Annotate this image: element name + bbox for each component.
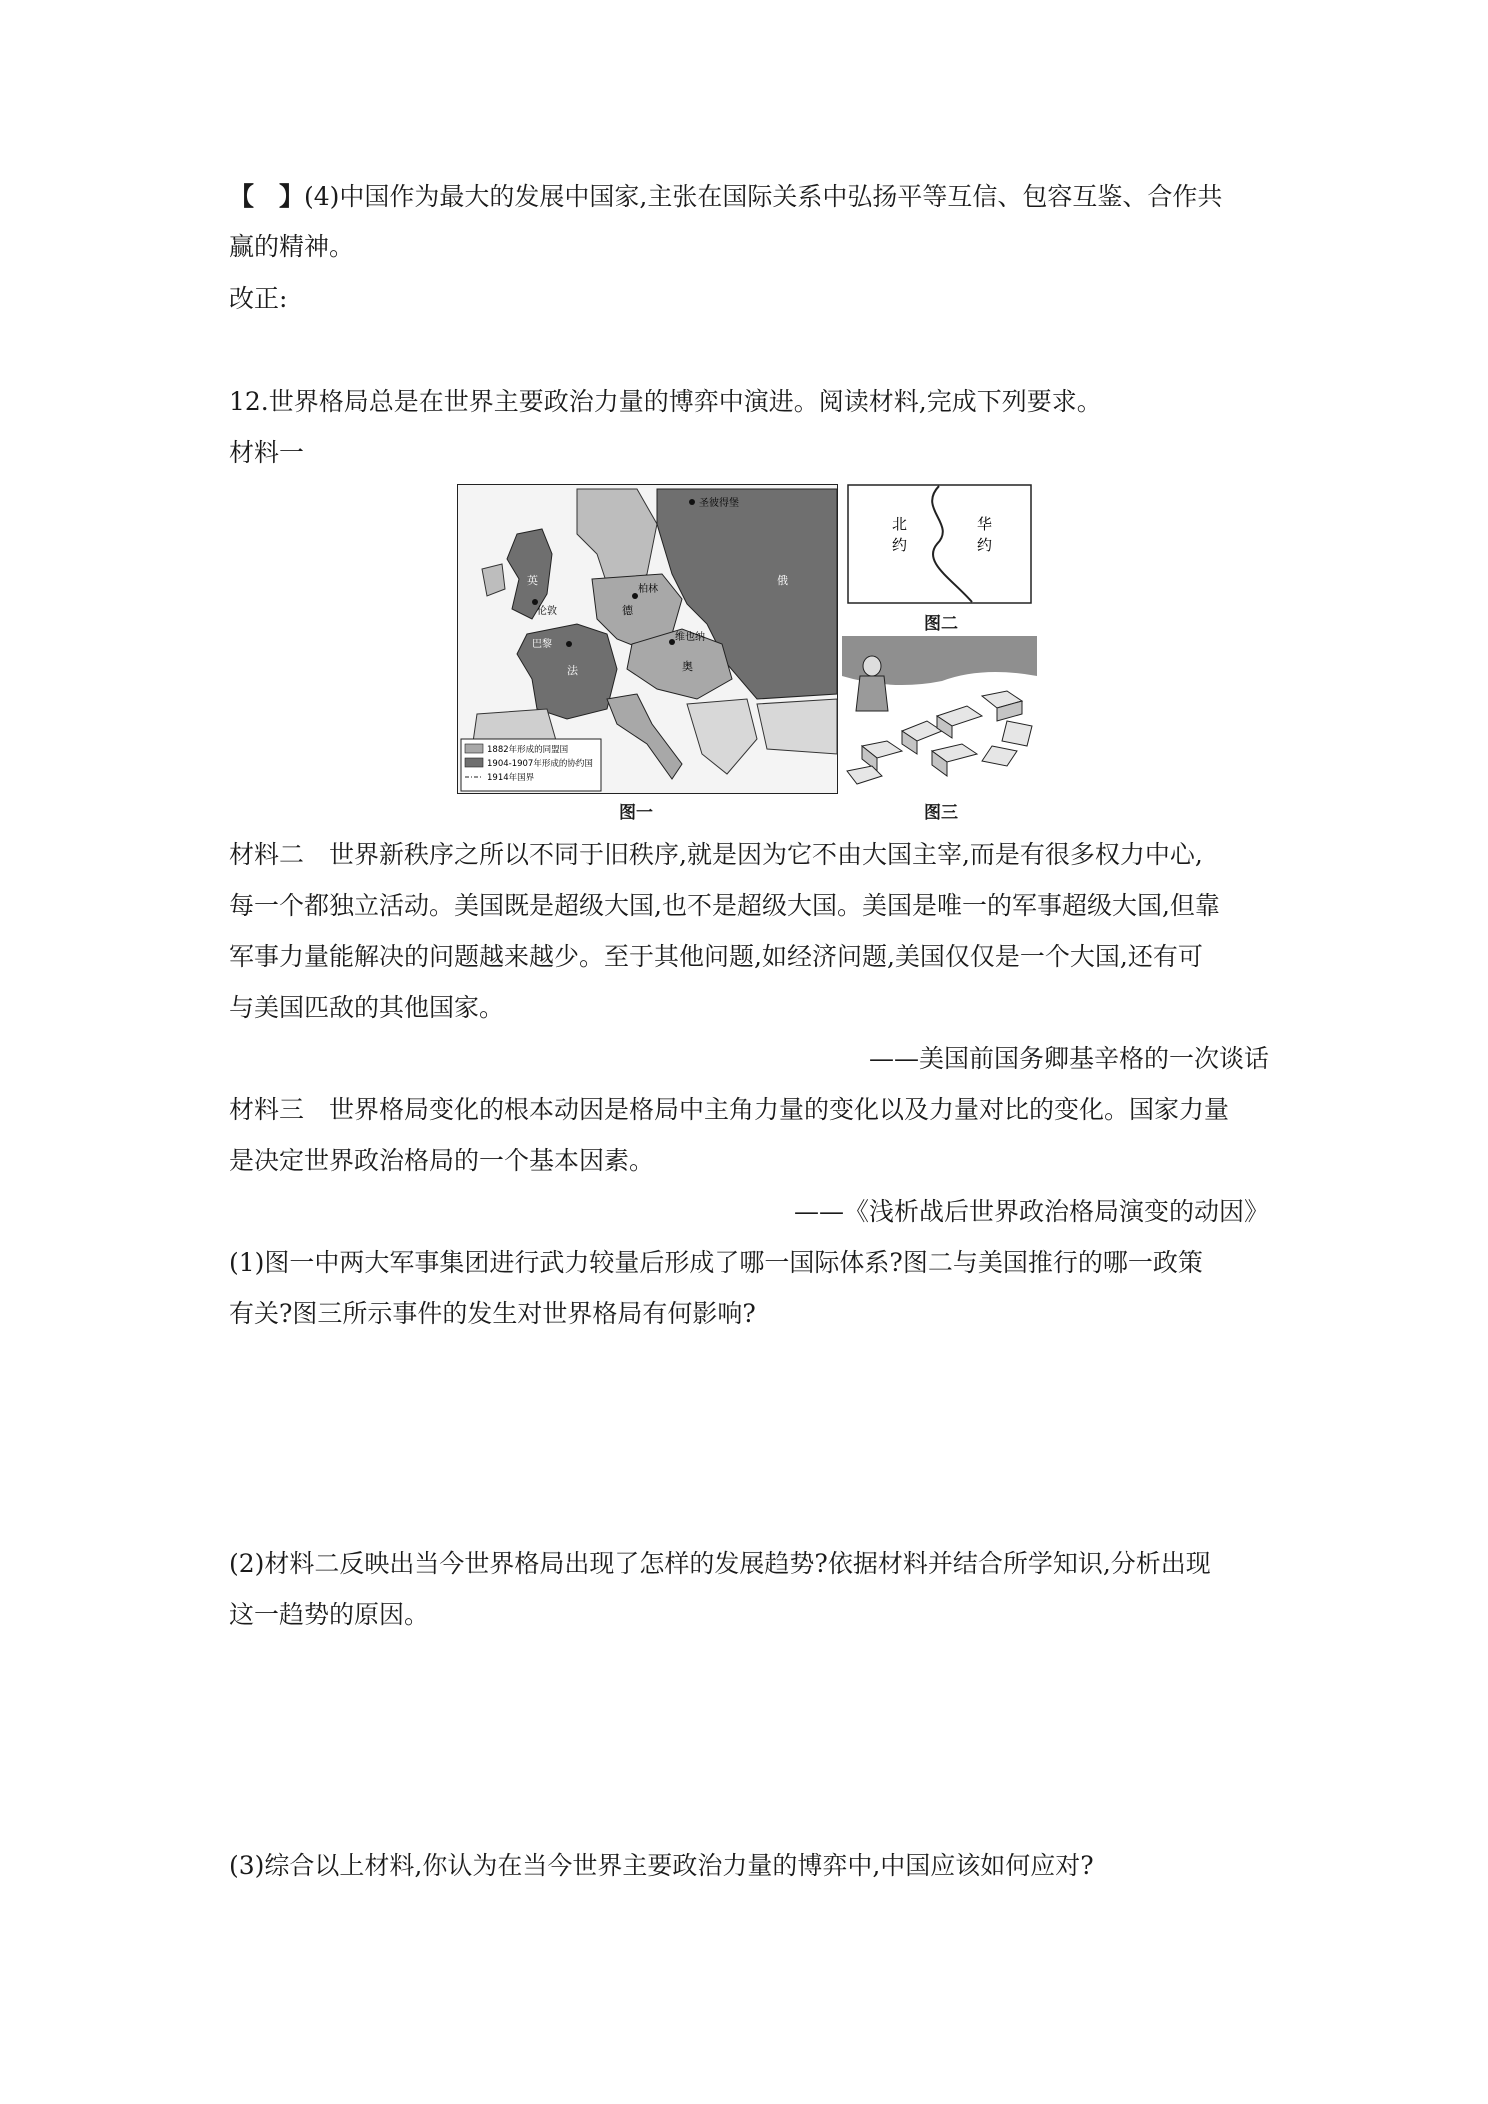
- warsaw-char2: 约: [977, 536, 993, 554]
- city-paris: 巴黎: [532, 639, 552, 650]
- legend-entente: 1904-1907年形成的协约国: [487, 759, 593, 769]
- figure3-cartoon-image: [842, 636, 1037, 791]
- correction-label: 改正:: [229, 284, 288, 313]
- figure1-legend: [461, 739, 601, 791]
- material1-label: 材料一: [229, 438, 305, 467]
- label-germany: 德: [622, 604, 633, 617]
- figure1-caption: 图一: [619, 803, 653, 823]
- material3-line2: 是决定世界政治格局的一个基本因素。: [229, 1146, 655, 1175]
- figure1-europe-map: [457, 484, 838, 794]
- item4-line1: [229, 180, 1269, 214]
- city-vienna: 维也纳: [675, 632, 705, 643]
- question1-line2: 有关?图三所示事件的发生对世界格局有何影响?: [229, 1299, 756, 1328]
- answer-bracket: 【 】: [229, 182, 305, 211]
- label-austria: 奥: [682, 660, 693, 673]
- material2-line3: 军事力量能解决的问题越来越少。至于其他问题,如经济问题,美国仅仅是一个大国,还有可: [229, 942, 1203, 971]
- question2-line2: 这一趋势的原因。: [229, 1600, 430, 1629]
- question3-line1: (3)综合以上材料,你认为在当今世界主要政治力量的博弈中,中国应该如何应对?: [229, 1851, 1094, 1880]
- legend-border: 1914年国界: [487, 773, 535, 783]
- nato-char1: 北: [892, 515, 908, 533]
- city-st-petersburg: 圣彼得堡: [699, 498, 739, 509]
- material2-source: ——美国前国务卿基辛格的一次谈话: [868, 1044, 1269, 1073]
- nato-char2: 约: [892, 536, 908, 554]
- material3-line1: 材料三 世界格局变化的根本动因是格局中主角力量的变化以及力量对比的变化。国家力量: [229, 1095, 1230, 1124]
- figure3-caption: 图三: [924, 803, 958, 823]
- item4-line2: 赢的精神。: [229, 232, 355, 261]
- label-france: 法: [567, 664, 578, 677]
- label-britain: 英: [527, 574, 538, 587]
- question1-line1: (1)图一中两大军事集团进行武力较量后形成了哪一国际体系?图二与美国推行的哪一政策: [229, 1248, 1203, 1277]
- material1-figures: [457, 484, 1045, 823]
- figure2-caption: 图二: [924, 614, 958, 634]
- question12-stem: 12.世界格局总是在世界主要政治力量的博弈中演进。阅读材料,完成下列要求。: [229, 387, 1102, 416]
- material2-line2: 每一个都独立活动。美国既是超级大国,也不是超级大国。美国是唯一的军事超级大国,但靠: [229, 891, 1220, 920]
- question2-line1: (2)材料二反映出当今世界格局出现了怎样的发展趋势?依据材料并结合所学知识,分析出现: [229, 1549, 1211, 1578]
- material2-line4: 与美国匹敌的其他国家。: [229, 993, 505, 1022]
- material2-line1: 材料二 世界新秩序之所以不同于旧秩序,就是因为它不由大国主宰,而是有很多权力中心,: [229, 840, 1203, 869]
- city-berlin: 柏林: [638, 584, 658, 595]
- material3-source: ——《浅析战后世界政治格局演变的动因》: [793, 1197, 1269, 1226]
- label-russia: 俄: [777, 574, 788, 587]
- warsaw-char1: 华: [977, 515, 993, 533]
- city-london: 伦敦: [537, 606, 557, 617]
- item4-text: (4)中国作为最大的发展中国家,主张在国际关系中弘扬平等互信、包容互鉴、合作共: [304, 182, 1223, 211]
- figure2-nato-warsaw-diagram: [847, 484, 1032, 604]
- legend-central-powers: 1882年形成的同盟国: [487, 745, 569, 755]
